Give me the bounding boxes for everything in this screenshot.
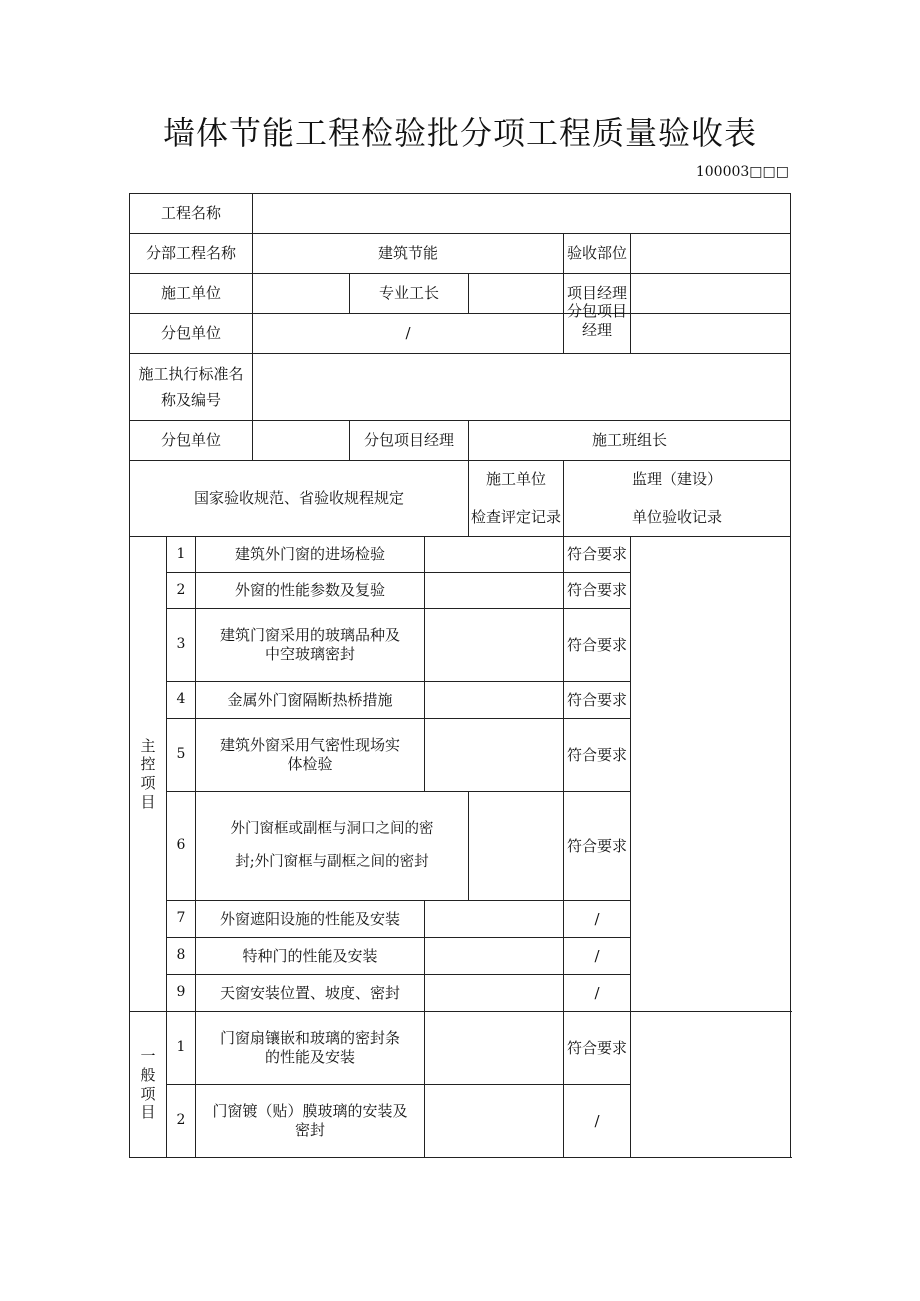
project-name-label: 工程名称 bbox=[130, 194, 253, 234]
main-control-label bbox=[130, 537, 167, 1012]
item-result: 符合要求 bbox=[564, 792, 631, 901]
sub-pm2-label: 分包项目经理 bbox=[350, 421, 469, 461]
check-column-header bbox=[469, 461, 564, 537]
item-blank bbox=[425, 719, 564, 792]
subcontractor-value: / bbox=[253, 314, 564, 354]
item-description bbox=[196, 719, 425, 792]
item-result: / bbox=[564, 975, 631, 1012]
item-description: 建筑外门窗的进场检验 bbox=[196, 537, 425, 573]
item-description: 天窗安装位置、坡度、密封 bbox=[196, 975, 425, 1012]
division-value: 建筑节能 bbox=[253, 234, 564, 274]
subcontractor2-value bbox=[253, 421, 350, 461]
subcontractor2-label: 分包单位 bbox=[130, 421, 253, 461]
item-description: 外窗的性能参数及复验 bbox=[196, 573, 425, 609]
subcontractor-label: 分包单位 bbox=[130, 314, 253, 354]
item-number: 6 bbox=[167, 792, 196, 901]
item-blank bbox=[425, 901, 564, 938]
item-description-line2: 体检验 bbox=[287, 755, 333, 773]
project-manager-label: 项目经理 bbox=[564, 274, 631, 314]
column-header-row bbox=[130, 461, 791, 537]
item-result: / bbox=[564, 938, 631, 975]
item-number: 1 bbox=[167, 1012, 196, 1085]
standard-label: 施工执行标准名称及编号 bbox=[130, 354, 253, 421]
item-description-line2: 封;外门窗框与副框之间的密封 bbox=[235, 854, 429, 870]
general-label-text: 一般项目 bbox=[140, 1047, 156, 1122]
main-control-label-text: 主控项目 bbox=[140, 736, 156, 811]
check-header-line2: 检查评定记录 bbox=[471, 507, 562, 526]
item-description: 特种门的性能及安装 bbox=[196, 938, 425, 975]
item-description-line2: 的性能及安装 bbox=[264, 1048, 355, 1066]
item-description bbox=[196, 1085, 425, 1158]
item-number: 3 bbox=[167, 609, 196, 682]
item-result: 符合要求 bbox=[564, 573, 631, 609]
sub-pm-label-text: 分包项目经理 bbox=[566, 301, 627, 339]
item-description-line1: 建筑门窗采用的玻璃品种及 bbox=[219, 626, 400, 645]
general-supervision-record bbox=[631, 1012, 791, 1158]
item-result: 符合要求 bbox=[564, 719, 631, 792]
item-number: 1 bbox=[167, 537, 196, 573]
sub-pm-value bbox=[631, 314, 791, 354]
item-blank bbox=[469, 792, 564, 901]
acceptance-form-table bbox=[129, 193, 791, 1158]
item-description-line1: 建筑外窗采用气密性现场实 bbox=[219, 736, 400, 755]
item-description-line1: 门窗扇镶嵌和玻璃的密封条 bbox=[219, 1029, 400, 1048]
header-row-project bbox=[130, 194, 791, 234]
item-blank bbox=[425, 938, 564, 975]
division-label: 分部工程名称 bbox=[130, 234, 253, 274]
header-row-construction bbox=[130, 274, 791, 314]
header-row-team bbox=[130, 421, 791, 461]
item-blank bbox=[425, 573, 564, 609]
item-blank bbox=[425, 1012, 564, 1085]
item-blank bbox=[425, 975, 564, 1012]
item-description bbox=[196, 1012, 425, 1085]
check-header-line1: 施工单位 bbox=[485, 470, 546, 488]
item-number: 7 bbox=[167, 901, 196, 938]
acceptance-part-label: 验收部位 bbox=[564, 234, 631, 274]
item-result: 符合要求 bbox=[564, 682, 631, 719]
item-description-line1: 门窗镀（贴）膜玻璃的安装及 bbox=[212, 1102, 408, 1121]
construction-unit-label: 施工单位 bbox=[130, 274, 253, 314]
acceptance-part-value bbox=[631, 234, 791, 274]
construction-unit-value bbox=[253, 274, 350, 314]
item-blank bbox=[425, 1085, 564, 1158]
item-number: 8 bbox=[167, 938, 196, 975]
standard-value bbox=[253, 354, 791, 421]
supervision-column-header bbox=[564, 461, 791, 537]
item-description: 外窗遮阳设施的性能及安装 bbox=[196, 901, 425, 938]
supervision-header-line2: 单位验收记录 bbox=[632, 507, 723, 526]
item-number: 2 bbox=[167, 573, 196, 609]
item-blank bbox=[425, 537, 564, 573]
project-name-value bbox=[253, 194, 791, 234]
page-title: 墙体节能工程检验批分项工程质量验收表 bbox=[162, 114, 757, 152]
item-description bbox=[196, 792, 469, 901]
table-row bbox=[130, 537, 791, 573]
item-result: / bbox=[564, 901, 631, 938]
main-control-supervision-record bbox=[631, 537, 791, 1012]
item-result: 符合要求 bbox=[564, 1012, 631, 1085]
item-number: 5 bbox=[167, 719, 196, 792]
header-row-standard bbox=[130, 354, 791, 421]
spec-column-header: 国家验收规范、省验收规程规定 bbox=[130, 461, 469, 537]
item-description-line2: 密封 bbox=[294, 1121, 325, 1139]
item-blank bbox=[425, 682, 564, 719]
header-row-subcontractor bbox=[130, 314, 791, 354]
supervision-header-line1: 监理（建设） bbox=[632, 470, 723, 488]
team-leader-label: 施工班组长 bbox=[469, 421, 791, 461]
item-description-line1: 外门窗框或副框与洞口之间的密 bbox=[230, 820, 434, 837]
item-result: / bbox=[564, 1085, 631, 1158]
foreman-value bbox=[469, 274, 564, 314]
item-result: 符合要求 bbox=[564, 609, 631, 682]
form-code: 100003□□□ bbox=[695, 164, 789, 180]
sub-pm-label bbox=[564, 301, 631, 354]
general-label bbox=[130, 1012, 167, 1158]
item-blank bbox=[425, 609, 564, 682]
item-description-line2: 中空玻璃密封 bbox=[264, 645, 355, 663]
header-row-division bbox=[130, 234, 791, 274]
item-number: 2 bbox=[167, 1085, 196, 1158]
item-number: 4 bbox=[167, 682, 196, 719]
item-description: 金属外门窗隔断热桥措施 bbox=[196, 682, 425, 719]
foreman-label: 专业工长 bbox=[350, 274, 469, 314]
project-manager-value bbox=[631, 274, 791, 314]
item-result: 符合要求 bbox=[564, 537, 631, 573]
table-row bbox=[130, 1012, 791, 1085]
item-description bbox=[196, 609, 425, 682]
item-number: 9 bbox=[167, 975, 196, 1012]
